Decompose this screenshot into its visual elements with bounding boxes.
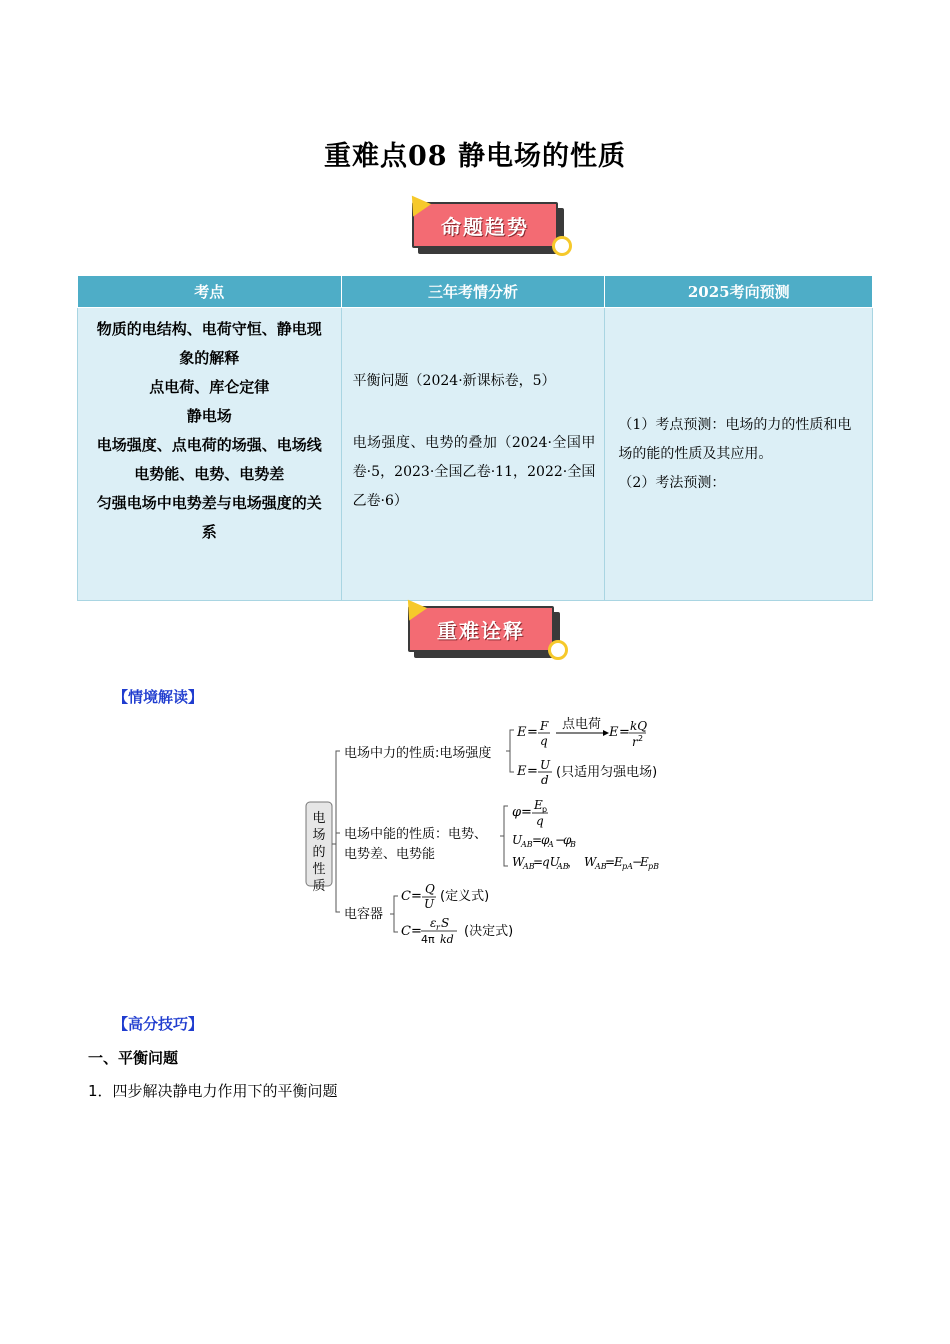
svg-text:=: = [411,889,422,904]
header-prediction: 2025考向预测 [605,276,873,308]
svg-text:=: = [527,764,538,779]
key-point: 电场强度、点电荷的场强、电场线 [96,436,322,454]
svg-text:d: d [541,773,549,787]
branch-capacitor: 电容器 [344,907,384,922]
svg-text:pA: pA [622,862,633,871]
analysis-item: 平衡问题（2024·新课标卷，5） [352,373,556,389]
svg-text:S: S [441,916,450,930]
svg-text:=: = [527,725,538,740]
svg-text:π: π [428,933,435,946]
svg-text:r: r [632,735,638,749]
tips-heading: 【高分技巧】 [113,1015,204,1033]
ring-icon [548,640,568,660]
svg-text:，: ， [567,855,580,869]
svg-text:q: q [540,734,548,748]
key-point: 匀强电场中电势差与电场强度的关系 [96,494,322,541]
explain-badge-label: 重难诠释 [408,606,554,652]
svg-text:U: U [424,897,435,911]
svg-text:q: q [536,814,544,828]
svg-text:E: E [640,855,649,869]
item-four-steps: 1．四步解决静电力作用下的平衡问题 [88,1082,338,1100]
branch-force: 电场中力的性质:电场强度 [344,746,492,761]
svg-text:W: W [512,855,525,869]
key-point: 物质的电结构、电荷守恒、静电现象的解释 [96,320,322,367]
key-point: 静电场 [186,407,232,425]
svg-text:E: E [517,725,527,740]
prediction-item: （2）考法预测： [618,475,726,491]
note-decisive: (决定式) [464,924,514,939]
svg-text:r: r [436,923,440,932]
svg-text:qU: qU [542,855,560,869]
svg-text:E: E [609,725,619,740]
svg-text:Q: Q [425,882,435,896]
svg-text:F: F [540,719,549,733]
key-point: 点电荷、库仑定律 [149,378,270,396]
svg-text:4: 4 [421,933,428,946]
svg-text:A: A [548,840,554,849]
svg-text:=: = [619,725,630,740]
svg-text:=: = [533,855,544,869]
svg-text:−: − [555,833,566,847]
svg-text:=: = [411,924,422,939]
branch-energy-2: 电势差、电势能 [344,847,436,862]
svg-text:φ: φ [541,833,550,847]
svg-text:U: U [540,758,551,772]
svg-text:C: C [401,924,411,939]
analysis-cell [341,308,605,601]
svg-text:kd: kd [440,933,454,946]
root-label: 电场的性质 [312,811,326,894]
key-point: 电势能、电势、电势差 [134,465,285,483]
svg-text:kQ: kQ [630,719,648,733]
explain-badge [404,604,562,658]
trend-badge-label: 命题趋势 [412,202,558,248]
svg-text:−: − [632,855,643,869]
svg-text:pB: pB [648,862,659,871]
note-uniform: (只适用匀强电场) [556,765,658,780]
svg-text:2: 2 [638,734,644,743]
svg-text:=: = [605,855,616,869]
analysis-item: 电场强度、电势的叠加（2024·全国甲卷·5，2023·全国乙卷·11，2022·全国乙卷·6） [352,435,596,509]
heading-balance: 一、平衡问题 [88,1049,179,1067]
trend-badge [408,200,566,254]
svg-text:φ: φ [512,805,522,820]
svg-text:U: U [512,833,523,847]
svg-text:E: E [614,855,623,869]
svg-text:W: W [584,855,597,869]
prediction-item: （1）考点预测：电场的力的性质和电场的能的性质及其应用。 [618,417,852,462]
root-text-bound: 电场的性质 [0,700,5,701]
svg-text:AB: AB [523,862,535,871]
svg-text:C: C [401,889,411,904]
note-point-charge: 点电荷 [562,717,602,732]
branch-energy-1: 电场中能的性质：电势、 [344,827,488,842]
header-analysis: 三年考情分析 [341,276,605,308]
main-brace [332,751,340,912]
svg-text:B: B [570,840,576,849]
svg-text:AB: AB [595,862,607,871]
concept-diagram [0,700,950,960]
svg-text:AB: AB [521,840,533,849]
svg-text:p: p [542,805,548,814]
header-key-points: 考点 [78,276,342,308]
prediction-cell [605,308,873,601]
trend-table [77,275,873,601]
svg-text:=: = [532,833,543,847]
ring-icon [552,236,572,256]
svg-text:E: E [517,764,527,779]
svg-text:AB: AB [557,862,569,871]
svg-text:=: = [521,805,532,820]
page-title: 重难点08 静电场的性质 [324,141,626,172]
key-points-cell [78,308,342,601]
svg-text:ε: ε [430,916,437,930]
svg-text:φ: φ [563,833,572,847]
note-definition: (定义式) [440,889,490,904]
situation-heading: 【情境解读】 [113,688,204,706]
svg-text:E: E [534,798,543,812]
